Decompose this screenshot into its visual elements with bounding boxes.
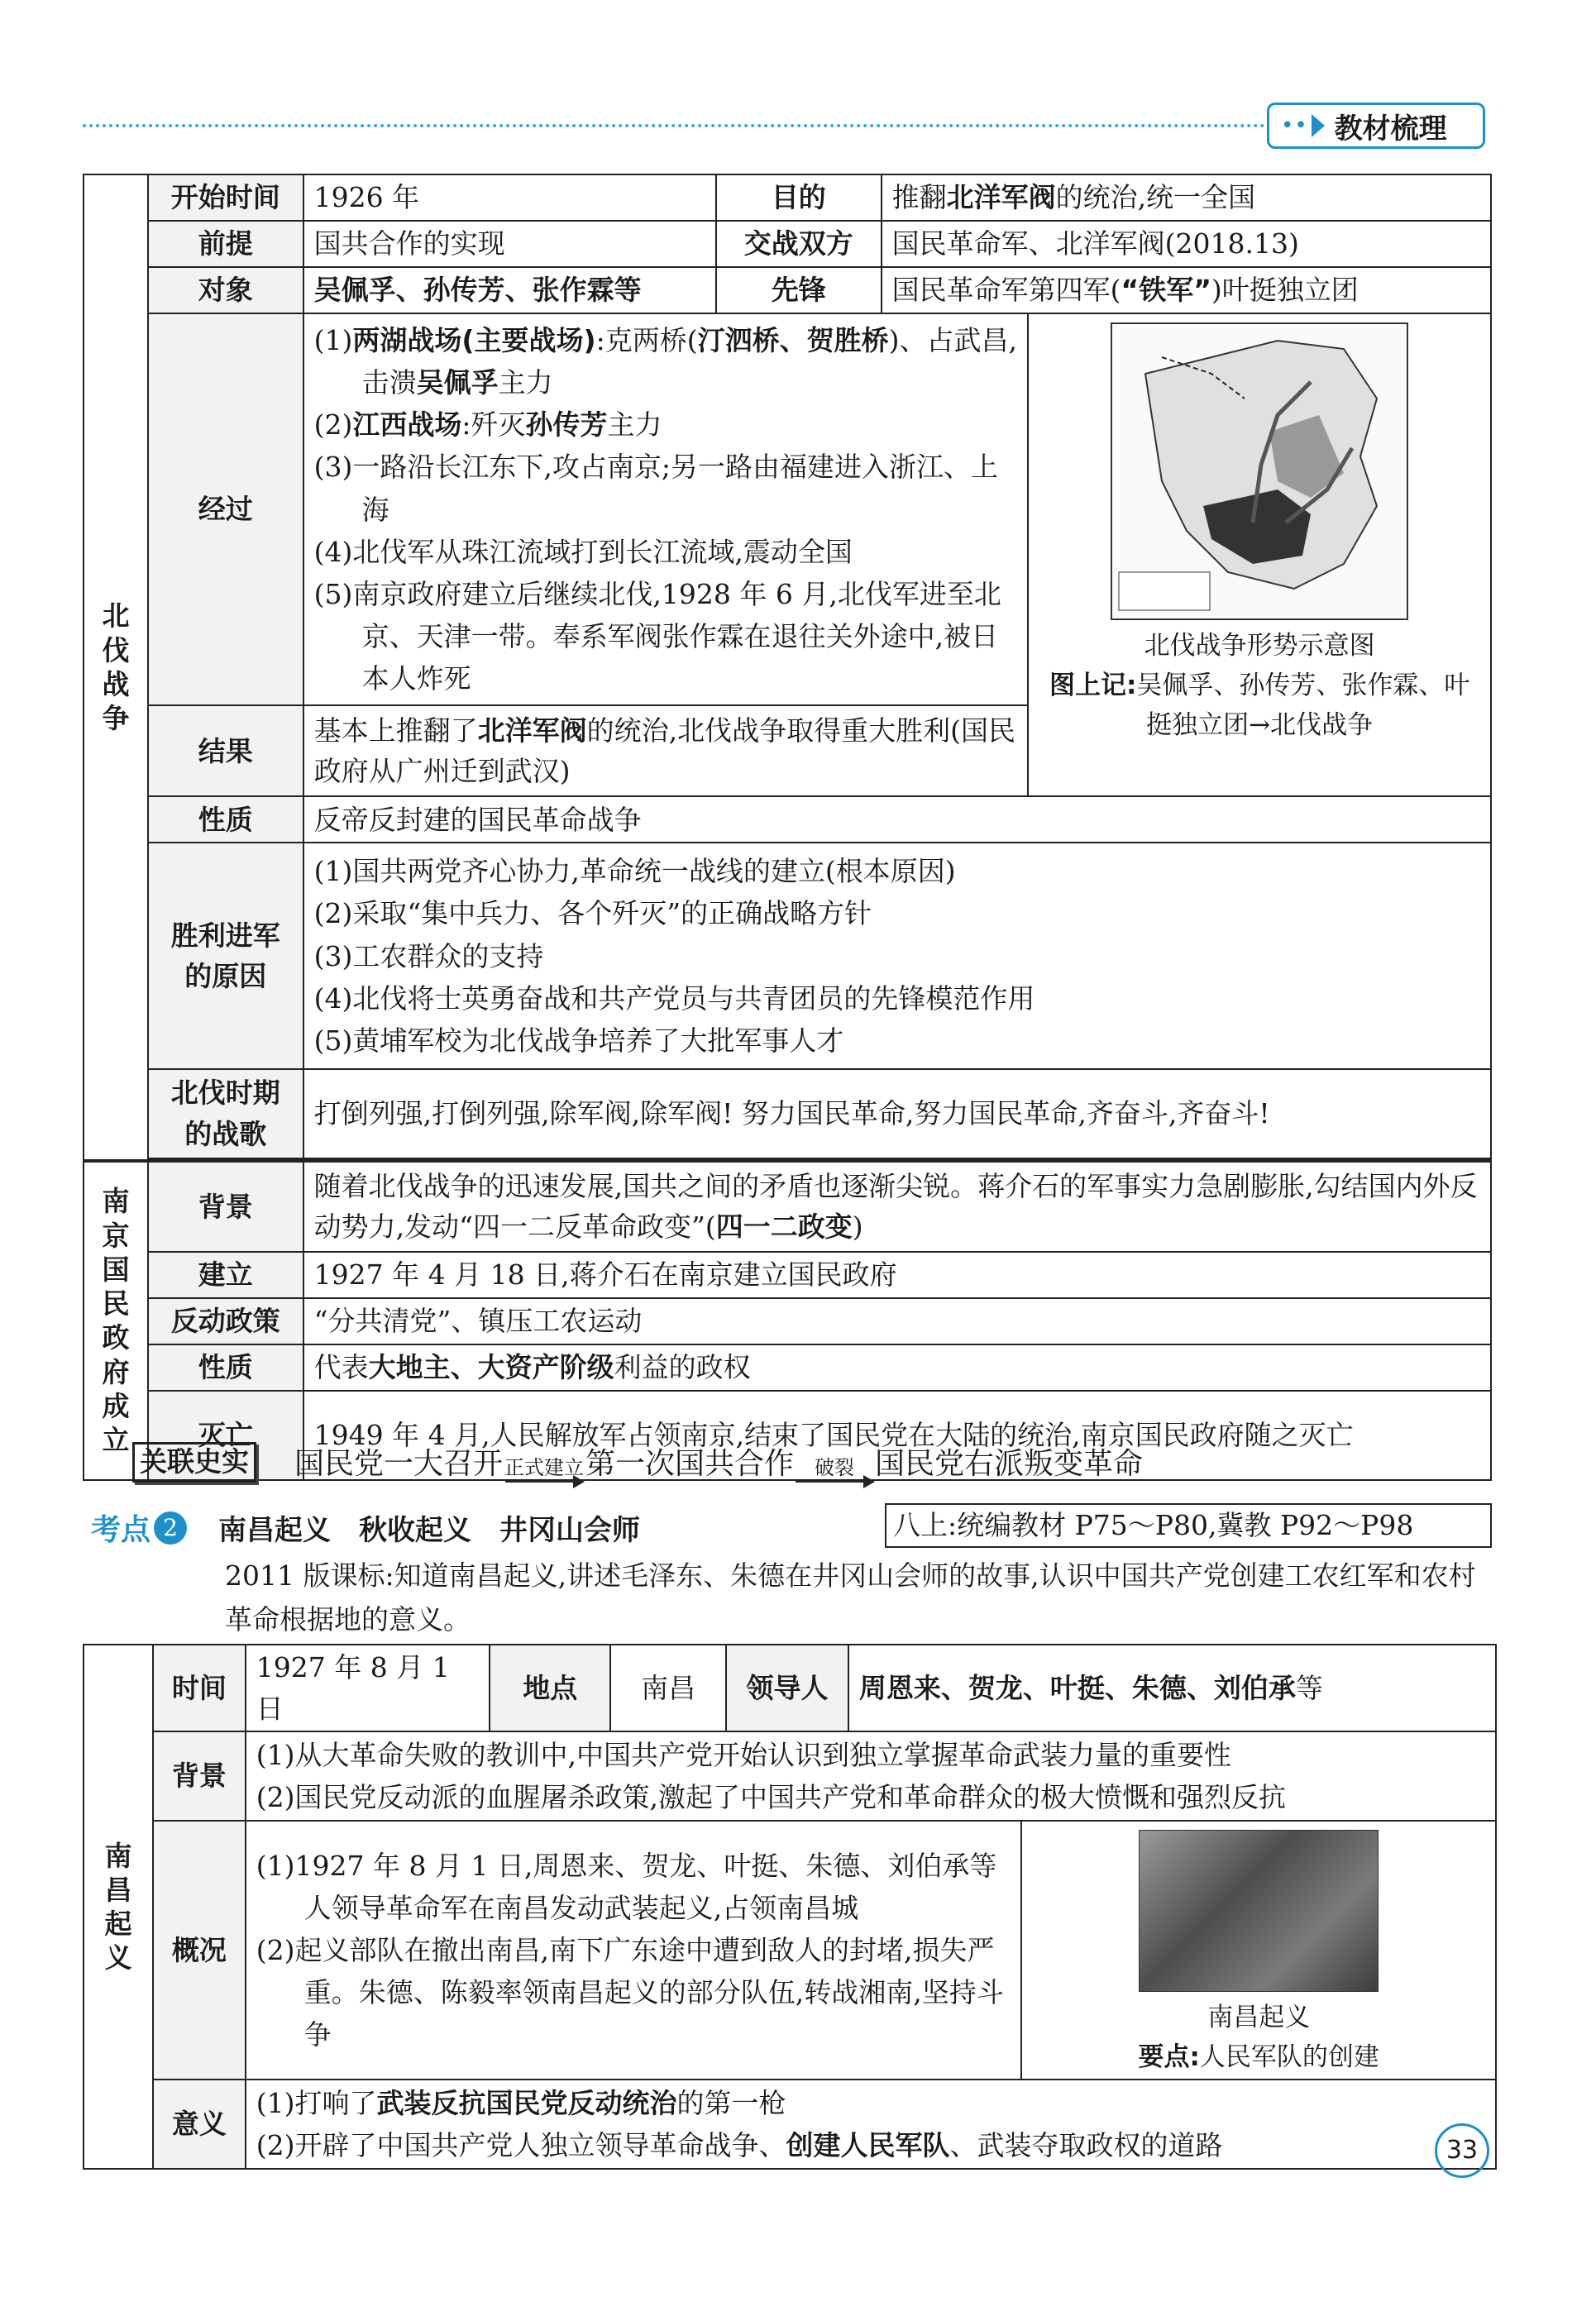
- nanchang-table: [83, 1644, 1497, 2170]
- arrow-icon: [1312, 114, 1325, 137]
- nc-sig-list: (1)打响了武装反抗国民党反动统治的第一枪 (2)开辟了中国共产党人独立领导革命战争、创建人民军队、武装夺取政权的道路: [246, 2080, 1496, 2169]
- beifa-side-label: 北 伐 战 争: [84, 174, 148, 1161]
- header-dotted-line: [83, 124, 1265, 127]
- nc-leader-value: 周恩来、贺龙、叶挺、朱德、刘伯承等: [848, 1645, 1496, 1731]
- target-value: 吴佩孚、孙传芳、张作霖等: [303, 267, 716, 313]
- nj-nature-value: 代表大地主、大资产阶级利益的政权: [303, 1344, 1491, 1391]
- section-header: [1267, 103, 1485, 149]
- result-value: 基本上推翻了北洋军阀的统治,北伐战争取得重大胜利(国民政府从广州迁到武汉): [303, 705, 1029, 796]
- nj-bg-value: 随着北伐战争的迅速发展,国共之间的矛盾也逐渐尖锐。蒋介石的军事实力急剧膨胀,勾结国内外反动势力,发动“四一二反革命政变”(四一二政变): [303, 1161, 1491, 1252]
- sides-label: 交战双方: [716, 221, 882, 267]
- map-note: 图上记:吴佩孚、孙传芳、张作霖、叶挺独立团→北伐战争: [1049, 670, 1470, 740]
- nanchang-side-label: 南 昌 起 义: [84, 1645, 153, 2169]
- nj-end-value: 1949 年 4 月,人民解放军占领南京,结束了国民党在大陆的统治,南京国民政府随之灭亡: [303, 1391, 1491, 1480]
- nj-found-value: 1927 年 4 月 18 日,蒋介石在南京建立国民政府: [303, 1252, 1491, 1298]
- reason-label: 胜利进军的原因: [148, 843, 303, 1069]
- nc-time-label: 时间: [153, 1645, 246, 1731]
- kaodian-number: 2: [154, 1511, 187, 1545]
- process-list: (1)两湖战场(主要战场):克两桥(汀泗桥、贺胜桥)、占武昌,击溃吴佩孚主力 (2)江西战场:歼灭孙传芳主力 (3)一路沿长江东下,攻占南京;另一路由福建进入浙江、上海 (4)北伐军从珠江流域打到长江流域,震动全国 (5)南京政府建立后继续北伐,1928 年 6 月,北伐军进至北京、天津一带。奉系军阀张作霖在退往关外途中,被日本人炸死: [303, 313, 1029, 705]
- textbook-reference: 八上:统编教材 P75～P80,冀教 P92～P98: [885, 1503, 1492, 1548]
- map-drawing: [1112, 324, 1407, 618]
- sides-value: 国民革命军、北洋军阀(2018.13): [882, 221, 1491, 267]
- arrow-2: 破裂: [796, 1458, 873, 1483]
- nanjing-side-label: 南 京 国 民 政 府 成 立: [84, 1161, 148, 1480]
- nature-label: 性质: [148, 796, 303, 843]
- nj-found-label: 建立: [148, 1252, 303, 1298]
- premise-label: 前提: [148, 221, 303, 267]
- curriculum-standard: 2011 版课标:知道南昌起义,讲述毛泽东、朱德在井冈山会师的故事,认识中国共产党创建工农红军和农村革命根据地的意义。: [225, 1559, 1476, 1636]
- map-caption: 北伐战争形势示意图: [1144, 631, 1375, 661]
- target-label: 对象: [148, 267, 303, 313]
- dots-icon: ••: [1281, 113, 1308, 138]
- nc-bg-label: 背景: [153, 1731, 246, 1821]
- nj-policy-label: 反动政策: [148, 1298, 303, 1344]
- kaodian-topics: 南昌起义 秋收起义 井冈山会师: [218, 1514, 641, 1547]
- nj-end-label: 灭亡: [148, 1391, 303, 1480]
- nc-photo-cell: [1021, 1821, 1496, 2080]
- related-a: 国民党一大召开: [294, 1447, 504, 1481]
- page-number: 33: [1435, 2123, 1489, 2178]
- vanguard-value: 国民革命军第四军(“铁军”)叶挺独立团: [882, 267, 1491, 313]
- nc-sig-label: 意义: [153, 2080, 246, 2169]
- nature-value: 反帝反封建的国民革命战争: [303, 796, 1491, 843]
- process-label: 经过: [148, 313, 303, 705]
- nanchang-uprising-photo: [1139, 1830, 1379, 1992]
- nc-time-value: 1927 年 8 月 1 日: [246, 1645, 490, 1731]
- nj-policy-value: “分共清党”、镇压工农运动: [303, 1298, 1491, 1344]
- northern-expedition-map: [1111, 322, 1408, 620]
- nc-photo-note: 要点:人民军队的创建: [1138, 2041, 1379, 2072]
- vanguard-label: 先锋: [716, 267, 882, 313]
- song-label: 北伐时期的战歌: [148, 1069, 303, 1158]
- nc-ov-label: 概况: [153, 1821, 246, 2080]
- related-c: 国民党右派叛变革命: [875, 1447, 1144, 1481]
- goal-label: 目的: [716, 174, 882, 221]
- nj-bg-label: 背景: [148, 1161, 303, 1252]
- nc-photo-caption: 南昌起义: [1207, 2003, 1311, 2033]
- related-b: 第一次国共合作: [585, 1447, 795, 1481]
- map-cell: [1028, 313, 1491, 796]
- arrow-1: 正式建立: [504, 1458, 584, 1483]
- start-value: 1926 年: [303, 174, 716, 221]
- related-badge: 关联史实: [132, 1442, 256, 1483]
- premise-value: 国共合作的实现: [303, 221, 716, 267]
- song-value: 打倒列强,打倒列强,除军阀,除军阀! 努力国民革命,努力国民革命,齐奋斗,齐奋斗!: [303, 1069, 1491, 1158]
- section-title: 教材梳理: [1334, 112, 1447, 146]
- kaodian-label: 考点: [91, 1513, 151, 1547]
- nc-bg-list: (1)从大革命失败的教训中,中国共产党开始认识到独立掌握革命武装力量的重要性 (2)国民党反动派的血腥屠杀政策,激起了中国共产党和革命群众的极大愤慨和强烈反抗: [246, 1731, 1496, 1821]
- result-label: 结果: [148, 705, 303, 796]
- nj-nature-label: 性质: [148, 1344, 303, 1391]
- start-label: 开始时间: [148, 174, 303, 221]
- goal-value: 推翻北洋军阀的统治,统一全国: [882, 174, 1491, 221]
- reason-list: (1)国共两党齐心协力,革命统一战线的建立(根本原因) (2)采取“集中兵力、各个歼灭”的正确战略方针 (3)工农群众的支持 (4)北伐将士英勇奋战和共产党员与共青团员的先锋模范作用 (5)黄埔军校为北伐战争培养了大批军事人才: [303, 843, 1491, 1069]
- beifa-table: [83, 174, 1492, 1481]
- nc-place-value: 南昌: [610, 1645, 726, 1731]
- related-facts: [132, 1440, 1143, 1483]
- nc-ov-list: (1)1927 年 8 月 1 日,周恩来、贺龙、叶挺、朱德、刘伯承等人领导革命军在南昌发动武装起义,占领南昌城 (2)起义部队在撤出南昌,南下广东途中遭到敌人的封堵,损失严重。朱德、陈毅率领南昌起义的部分队伍,转战湘南,坚持斗争: [246, 1821, 1022, 2080]
- kaodian-header: [91, 1507, 640, 1549]
- nc-leader-label: 领导人: [726, 1645, 848, 1731]
- nc-place-label: 地点: [490, 1645, 610, 1731]
